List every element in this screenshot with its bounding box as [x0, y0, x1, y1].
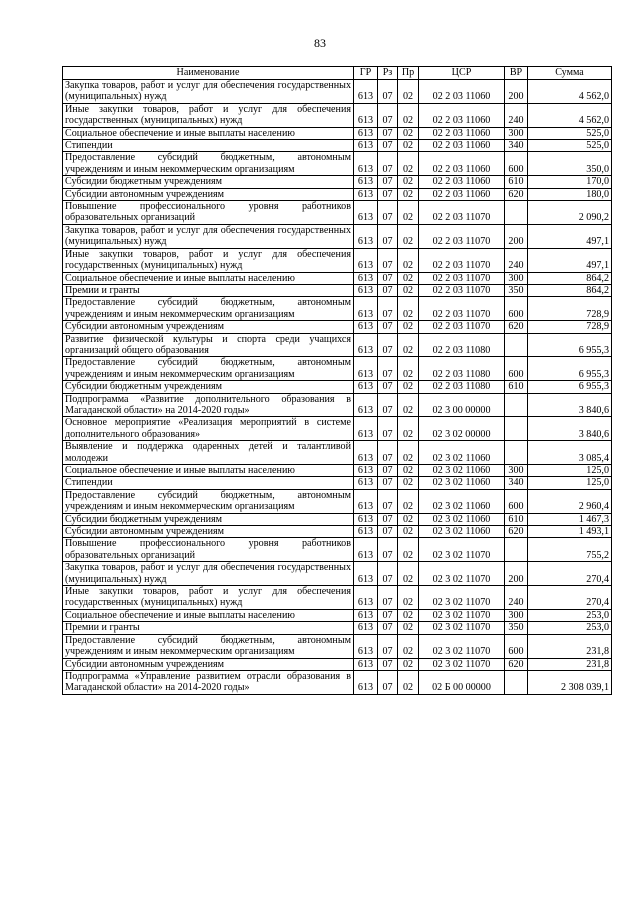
cell-rz: 07: [378, 201, 398, 225]
cell-gr: 613: [354, 201, 378, 225]
cell-name: Предоставление субсидий бюджетным, автономным учреждениям и иным некоммерческим организациям: [63, 357, 354, 381]
cell-csr: 02 3 02 11060: [419, 513, 505, 525]
cell-name: Премии и гранты: [63, 622, 354, 634]
cell-pr: 02: [398, 634, 419, 658]
cell-rz: 07: [378, 188, 398, 200]
cell-csr: 02 3 02 11070: [419, 658, 505, 670]
cell-sum: 231,8: [528, 658, 612, 670]
cell-sum: 4 562,0: [528, 80, 612, 104]
cell-sum: 497,1: [528, 224, 612, 248]
table-row: [63, 622, 612, 634]
cell-csr: 02 2 03 11070: [419, 272, 505, 284]
cell-gr: 613: [354, 152, 378, 176]
cell-vr: 600: [505, 357, 528, 381]
table-row: [63, 562, 612, 586]
table-row: [63, 489, 612, 513]
cell-gr: 613: [354, 513, 378, 525]
cell-rz: 07: [378, 670, 398, 694]
cell-vr: 240: [505, 248, 528, 272]
cell-name: Социальное обеспечение и иные выплаты населению: [63, 609, 354, 621]
cell-csr: 02 2 03 11080: [419, 333, 505, 357]
cell-gr: 613: [354, 284, 378, 296]
header-name: Наименование: [63, 67, 354, 80]
cell-name: Иные закупки товаров, работ и услуг для обеспечения государственных (муниципальных) нужд: [63, 586, 354, 610]
cell-rz: 07: [378, 272, 398, 284]
cell-rz: 07: [378, 489, 398, 513]
table-row: [63, 634, 612, 658]
cell-csr: 02 3 00 00000: [419, 393, 505, 417]
cell-rz: 07: [378, 477, 398, 489]
cell-gr: 613: [354, 489, 378, 513]
cell-pr: 02: [398, 417, 419, 441]
cell-vr: 610: [505, 381, 528, 393]
cell-csr: 02 Б 00 00000: [419, 670, 505, 694]
cell-csr: 02 2 03 11070: [419, 284, 505, 296]
cell-rz: 07: [378, 284, 398, 296]
cell-vr: 300: [505, 272, 528, 284]
cell-name: Предоставление субсидий бюджетным, автономным учреждениям и иным некоммерческим организациям: [63, 297, 354, 321]
cell-pr: 02: [398, 381, 419, 393]
table-row: [63, 201, 612, 225]
cell-vr: 200: [505, 562, 528, 586]
cell-sum: 1 467,3: [528, 513, 612, 525]
cell-pr: 02: [398, 441, 419, 465]
cell-gr: 613: [354, 477, 378, 489]
cell-gr: 613: [354, 465, 378, 477]
cell-pr: 02: [398, 670, 419, 694]
cell-pr: 02: [398, 127, 419, 139]
header-rz: Рз: [378, 67, 398, 80]
table-row: [63, 609, 612, 621]
cell-pr: 02: [398, 297, 419, 321]
cell-gr: 613: [354, 393, 378, 417]
cell-pr: 02: [398, 609, 419, 621]
cell-name: Субсидии автономным учреждениям: [63, 526, 354, 538]
cell-csr: 02 2 03 11060: [419, 80, 505, 104]
cell-vr: 300: [505, 609, 528, 621]
cell-csr: 02 2 03 11080: [419, 381, 505, 393]
cell-gr: 613: [354, 526, 378, 538]
cell-pr: 02: [398, 140, 419, 152]
cell-rz: 07: [378, 586, 398, 610]
cell-pr: 02: [398, 586, 419, 610]
cell-vr: 600: [505, 634, 528, 658]
cell-gr: 613: [354, 670, 378, 694]
cell-csr: 02 3 02 11070: [419, 634, 505, 658]
cell-csr: 02 3 02 11070: [419, 609, 505, 621]
cell-rz: 07: [378, 609, 398, 621]
table-row: [63, 538, 612, 562]
cell-csr: 02 3 02 11060: [419, 465, 505, 477]
cell-rz: 07: [378, 152, 398, 176]
cell-csr: 02 3 02 11060: [419, 489, 505, 513]
cell-rz: 07: [378, 417, 398, 441]
cell-rz: 07: [378, 248, 398, 272]
cell-name: Премии и гранты: [63, 284, 354, 296]
table-row: [63, 658, 612, 670]
cell-sum: 864,2: [528, 284, 612, 296]
cell-rz: 07: [378, 333, 398, 357]
cell-name: Социальное обеспечение и иные выплаты населению: [63, 272, 354, 284]
cell-pr: 02: [398, 393, 419, 417]
table-row: [63, 297, 612, 321]
cell-csr: 02 3 02 11070: [419, 586, 505, 610]
cell-gr: 613: [354, 634, 378, 658]
cell-sum: 125,0: [528, 465, 612, 477]
cell-gr: 613: [354, 622, 378, 634]
cell-gr: 613: [354, 538, 378, 562]
table-row: [63, 477, 612, 489]
cell-vr: [505, 201, 528, 225]
cell-name: Субсидии бюджетным учреждениям: [63, 381, 354, 393]
cell-csr: 02 2 03 11060: [419, 140, 505, 152]
cell-pr: 02: [398, 489, 419, 513]
header-sum: Сумма: [528, 67, 612, 80]
cell-sum: 728,9: [528, 321, 612, 333]
cell-sum: 125,0: [528, 477, 612, 489]
table-row: [63, 586, 612, 610]
cell-csr: 02 2 03 11060: [419, 152, 505, 176]
cell-gr: 613: [354, 140, 378, 152]
cell-rz: 07: [378, 224, 398, 248]
cell-csr: 02 2 03 11060: [419, 176, 505, 188]
cell-rz: 07: [378, 393, 398, 417]
header-vr: ВР: [505, 67, 528, 80]
cell-sum: 2 090,2: [528, 201, 612, 225]
cell-vr: [505, 670, 528, 694]
cell-gr: 613: [354, 188, 378, 200]
cell-pr: 02: [398, 201, 419, 225]
cell-csr: 02 3 02 11070: [419, 562, 505, 586]
cell-pr: 02: [398, 321, 419, 333]
cell-csr: 02 2 03 11060: [419, 188, 505, 200]
cell-sum: 3 840,6: [528, 393, 612, 417]
cell-name: Выявление и поддержка одаренных детей и талантливой молодежи: [63, 441, 354, 465]
cell-vr: 300: [505, 127, 528, 139]
table-row: [63, 465, 612, 477]
cell-rz: 07: [378, 526, 398, 538]
cell-name: Субсидии автономным учреждениям: [63, 658, 354, 670]
cell-pr: 02: [398, 176, 419, 188]
cell-csr: 02 3 02 00000: [419, 417, 505, 441]
cell-gr: 613: [354, 333, 378, 357]
cell-rz: 07: [378, 634, 398, 658]
cell-pr: 02: [398, 465, 419, 477]
cell-name: Субсидии автономным учреждениям: [63, 321, 354, 333]
cell-rz: 07: [378, 622, 398, 634]
cell-name: Подпрограмма «Управление развитием отрасли образования в Магаданской области» на 2014-2020 годы»: [63, 670, 354, 694]
cell-name: Развитие физической культуры и спорта среди учащихся организаций общего образования: [63, 333, 354, 357]
cell-vr: 610: [505, 513, 528, 525]
cell-pr: 02: [398, 333, 419, 357]
cell-pr: 02: [398, 658, 419, 670]
table-row: [63, 284, 612, 296]
cell-vr: [505, 393, 528, 417]
table-row: [63, 526, 612, 538]
cell-sum: 170,0: [528, 176, 612, 188]
cell-gr: 613: [354, 272, 378, 284]
table-row: [63, 127, 612, 139]
header-pr: Пр: [398, 67, 419, 80]
cell-pr: 02: [398, 80, 419, 104]
cell-sum: 253,0: [528, 622, 612, 634]
cell-pr: 02: [398, 538, 419, 562]
cell-name: Повышение профессионального уровня работников образовательных организаций: [63, 538, 354, 562]
cell-pr: 02: [398, 477, 419, 489]
cell-gr: 613: [354, 321, 378, 333]
cell-name: Повышение профессионального уровня работников образовательных организаций: [63, 201, 354, 225]
cell-sum: 497,1: [528, 248, 612, 272]
table-row: [63, 333, 612, 357]
cell-gr: 613: [354, 297, 378, 321]
cell-vr: [505, 333, 528, 357]
cell-vr: 340: [505, 477, 528, 489]
table-row: [63, 417, 612, 441]
cell-pr: 02: [398, 152, 419, 176]
table-row: [63, 513, 612, 525]
budget-table: [62, 66, 612, 695]
cell-sum: 2 960,4: [528, 489, 612, 513]
cell-gr: 613: [354, 562, 378, 586]
cell-name: Субсидии бюджетным учреждениям: [63, 513, 354, 525]
cell-rz: 07: [378, 127, 398, 139]
cell-rz: 07: [378, 176, 398, 188]
cell-sum: 6 955,3: [528, 333, 612, 357]
cell-rz: 07: [378, 441, 398, 465]
cell-vr: 240: [505, 586, 528, 610]
cell-csr: 02 3 02 11070: [419, 538, 505, 562]
cell-sum: 350,0: [528, 152, 612, 176]
cell-csr: 02 2 03 11070: [419, 248, 505, 272]
cell-vr: 600: [505, 297, 528, 321]
cell-name: Иные закупки товаров, работ и услуг для обеспечения государственных (муниципальных) нужд: [63, 248, 354, 272]
cell-pr: 02: [398, 622, 419, 634]
cell-sum: 6 955,3: [528, 381, 612, 393]
cell-sum: 3 085,4: [528, 441, 612, 465]
cell-sum: 755,2: [528, 538, 612, 562]
cell-name: Стипендии: [63, 140, 354, 152]
cell-gr: 613: [354, 80, 378, 104]
table-body: [63, 80, 612, 695]
cell-pr: 02: [398, 526, 419, 538]
table-row: [63, 176, 612, 188]
table-row: [63, 357, 612, 381]
table-row: [63, 248, 612, 272]
cell-csr: 02 3 02 11060: [419, 441, 505, 465]
cell-sum: 4 562,0: [528, 103, 612, 127]
table-row: [63, 103, 612, 127]
cell-name: Иные закупки товаров, работ и услуг для обеспечения государственных (муниципальных) нужд: [63, 103, 354, 127]
cell-sum: 525,0: [528, 140, 612, 152]
cell-pr: 02: [398, 562, 419, 586]
cell-vr: 600: [505, 489, 528, 513]
cell-gr: 613: [354, 417, 378, 441]
cell-name: Субсидии бюджетным учреждениям: [63, 176, 354, 188]
cell-name: Закупка товаров, работ и услуг для обеспечения государственных (муниципальных) нужд: [63, 80, 354, 104]
cell-csr: 02 3 02 11070: [419, 622, 505, 634]
cell-sum: 525,0: [528, 127, 612, 139]
cell-vr: 300: [505, 465, 528, 477]
cell-name: Закупка товаров, работ и услуг для обеспечения государственных (муниципальных) нужд: [63, 562, 354, 586]
cell-vr: 340: [505, 140, 528, 152]
table-row: [63, 393, 612, 417]
cell-vr: 350: [505, 622, 528, 634]
cell-vr: 200: [505, 80, 528, 104]
cell-rz: 07: [378, 562, 398, 586]
cell-sum: 270,4: [528, 586, 612, 610]
cell-gr: 613: [354, 176, 378, 188]
cell-csr: 02 3 02 11060: [419, 526, 505, 538]
cell-vr: [505, 441, 528, 465]
cell-sum: 253,0: [528, 609, 612, 621]
cell-vr: 240: [505, 103, 528, 127]
cell-csr: 02 3 02 11060: [419, 477, 505, 489]
cell-csr: 02 2 03 11060: [419, 127, 505, 139]
cell-name: Предоставление субсидий бюджетным, автономным учреждениям и иным некоммерческим организациям: [63, 489, 354, 513]
cell-name: Социальное обеспечение и иные выплаты населению: [63, 127, 354, 139]
cell-name: Стипендии: [63, 477, 354, 489]
table-row: [63, 224, 612, 248]
cell-rz: 07: [378, 297, 398, 321]
table-row: [63, 670, 612, 694]
cell-vr: 620: [505, 526, 528, 538]
cell-name: Субсидии автономным учреждениям: [63, 188, 354, 200]
cell-vr: [505, 417, 528, 441]
cell-sum: 864,2: [528, 272, 612, 284]
cell-vr: 610: [505, 176, 528, 188]
cell-gr: 613: [354, 381, 378, 393]
cell-sum: 231,8: [528, 634, 612, 658]
cell-rz: 07: [378, 513, 398, 525]
header-gr: ГР: [354, 67, 378, 80]
header-csr: ЦСР: [419, 67, 505, 80]
cell-gr: 613: [354, 609, 378, 621]
cell-csr: 02 2 03 11070: [419, 297, 505, 321]
cell-csr: 02 2 03 11070: [419, 224, 505, 248]
cell-vr: 200: [505, 224, 528, 248]
cell-sum: 6 955,3: [528, 357, 612, 381]
table-header-row: [63, 67, 612, 80]
cell-csr: 02 2 03 11070: [419, 321, 505, 333]
table-row: [63, 140, 612, 152]
table-row: [63, 80, 612, 104]
cell-sum: 270,4: [528, 562, 612, 586]
cell-pr: 02: [398, 272, 419, 284]
cell-csr: 02 2 03 11060: [419, 103, 505, 127]
cell-pr: 02: [398, 188, 419, 200]
cell-rz: 07: [378, 465, 398, 477]
cell-sum: 180,0: [528, 188, 612, 200]
page-number: 83: [314, 36, 326, 50]
table-row: [63, 188, 612, 200]
cell-gr: 613: [354, 658, 378, 670]
cell-rz: 07: [378, 140, 398, 152]
table-row: [63, 272, 612, 284]
cell-pr: 02: [398, 357, 419, 381]
cell-pr: 02: [398, 224, 419, 248]
cell-name: Предоставление субсидий бюджетным, автономным учреждениям и иным некоммерческим организациям: [63, 152, 354, 176]
cell-sum: 2 308 039,1: [528, 670, 612, 694]
cell-name: Социальное обеспечение и иные выплаты населению: [63, 465, 354, 477]
cell-gr: 613: [354, 248, 378, 272]
cell-rz: 07: [378, 80, 398, 104]
cell-gr: 613: [354, 441, 378, 465]
cell-sum: 3 840,6: [528, 417, 612, 441]
cell-name: Подпрограмма «Развитие дополнительного образования в Магаданской области» на 2014-2020 годы»: [63, 393, 354, 417]
cell-name: Закупка товаров, работ и услуг для обеспечения государственных (муниципальных) нужд: [63, 224, 354, 248]
cell-vr: 620: [505, 188, 528, 200]
cell-sum: 1 493,1: [528, 526, 612, 538]
cell-rz: 07: [378, 538, 398, 562]
cell-pr: 02: [398, 284, 419, 296]
cell-pr: 02: [398, 103, 419, 127]
table-row: [63, 441, 612, 465]
cell-csr: 02 2 03 11070: [419, 201, 505, 225]
table-row: [63, 152, 612, 176]
cell-gr: 613: [354, 586, 378, 610]
cell-pr: 02: [398, 248, 419, 272]
table-row: [63, 321, 612, 333]
cell-sum: 728,9: [528, 297, 612, 321]
cell-vr: 620: [505, 321, 528, 333]
cell-name: Предоставление субсидий бюджетным, автономным учреждениям и иным некоммерческим организациям: [63, 634, 354, 658]
cell-rz: 07: [378, 357, 398, 381]
cell-vr: [505, 538, 528, 562]
table-row: [63, 381, 612, 393]
cell-rz: 07: [378, 321, 398, 333]
cell-vr: 600: [505, 152, 528, 176]
cell-rz: 07: [378, 103, 398, 127]
cell-gr: 613: [354, 127, 378, 139]
cell-name: Основное мероприятие «Реализация мероприятий в системе дополнительного образования»: [63, 417, 354, 441]
cell-gr: 613: [354, 224, 378, 248]
cell-gr: 613: [354, 357, 378, 381]
cell-csr: 02 2 03 11080: [419, 357, 505, 381]
cell-rz: 07: [378, 381, 398, 393]
cell-vr: 350: [505, 284, 528, 296]
cell-gr: 613: [354, 103, 378, 127]
cell-rz: 07: [378, 658, 398, 670]
cell-vr: 620: [505, 658, 528, 670]
cell-pr: 02: [398, 513, 419, 525]
